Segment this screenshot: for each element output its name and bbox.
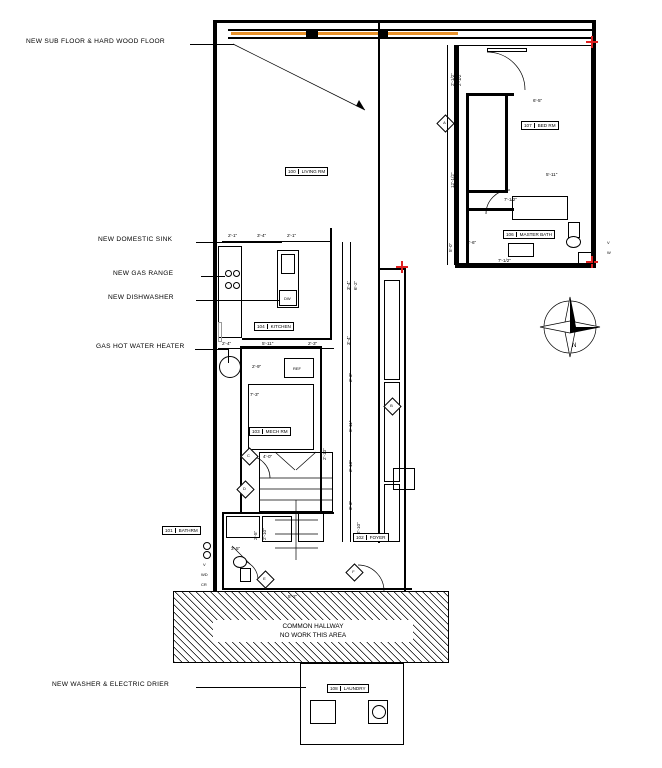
bath-toilet <box>240 568 251 582</box>
dim-mech-5: 4'-0" <box>263 454 273 459</box>
room-tag-kitchen <box>254 322 294 331</box>
room-tag-masterbath <box>503 230 555 239</box>
dim-stair-1: 5'-2" <box>288 594 298 599</box>
riser-label-w: W <box>607 250 611 255</box>
kitchen-counter-accent <box>218 322 222 342</box>
stack-label-v: V <box>203 562 206 567</box>
common-hallway-line1: COMMON HALLWAY <box>282 623 344 630</box>
stack-label-cr: CR <box>201 582 207 587</box>
dim-kitchen-5: 5'-11" <box>262 341 274 346</box>
stack-circle-1 <box>203 542 211 550</box>
stack-label-wd: WD <box>201 572 208 577</box>
dim-mech-4: 6'-11" <box>348 420 353 432</box>
leader-gas-hot-water-heater-2 <box>228 349 229 363</box>
detail-mark-c-text: C <box>247 453 250 458</box>
room-tag-laundry <box>327 684 369 693</box>
room-tag-foyer <box>353 533 389 542</box>
dim-line-kitchen-bottom <box>218 348 334 349</box>
detail-mark-d-text: D <box>243 486 246 491</box>
dim-kitchen-6: 2'-3" <box>308 341 318 346</box>
common-hallway-line2: NO WORK THIS AREA <box>279 632 347 639</box>
dishwasher-label: DW <box>284 296 291 301</box>
annotation-gas-hot-water-heater: GAS HOT WATER HEATER <box>96 343 185 350</box>
leader-new-washer-dryer <box>196 687 306 688</box>
dim-bed-4: 12'-1/2" <box>450 172 455 188</box>
detail-mark-f-text: F <box>352 569 355 574</box>
dim-mech-3: 2'-3" <box>348 372 353 382</box>
bath-wall-left <box>222 512 224 590</box>
room-number: 107 <box>524 123 535 128</box>
bath-lav <box>233 556 247 568</box>
room-number: 104 <box>257 324 268 329</box>
stack-circle-2 <box>203 551 211 559</box>
riser-label-v: V <box>607 240 610 245</box>
leader-new-gas-range <box>201 276 225 277</box>
washer-unit <box>310 700 336 724</box>
kitchen-wall-bottom <box>242 338 332 340</box>
annotation-new-dishwasher: NEW DISHWASHER <box>108 294 174 301</box>
annotation-new-washer-dryer: NEW WASHER & ELECTRIC DRIER <box>52 681 170 688</box>
dim-line-vert-right2 <box>350 242 351 542</box>
detail-mark-b-text: B <box>390 403 393 408</box>
room-number: 108 <box>330 686 341 691</box>
compass-north-label: N <box>572 342 577 349</box>
room-number: 101 <box>165 528 176 533</box>
compass-rose <box>538 295 608 365</box>
dim-mech-9: 2'-10" <box>322 448 327 460</box>
room-tag-bedrm <box>521 121 559 130</box>
room-number: 102 <box>356 535 367 540</box>
dim-line-vert-right <box>342 242 343 542</box>
dim-bed-2: 2'-1/2" <box>457 73 462 86</box>
room-number: 106 <box>506 232 517 237</box>
dim-bath-1: 3'-5" <box>231 546 241 551</box>
dim-line-vert-bed <box>447 45 448 265</box>
detail-mark-a-text: A <box>443 120 446 125</box>
dim-mech-8: 2'-10" <box>356 522 361 534</box>
room-tag-bathrm <box>162 526 201 535</box>
dim-bath-3: 2'-5" <box>253 530 258 540</box>
leader-new-domestic-sink <box>196 242 282 243</box>
refrigerator-label: REF <box>293 366 301 371</box>
dim-kitchen-8: 6'-2" <box>353 280 358 290</box>
leader-gas-hot-water-heater <box>195 349 229 350</box>
kitchen-wall-right <box>330 228 332 340</box>
room-name: BATHRM <box>178 528 198 533</box>
dim-bed-8: 5'-0" <box>448 242 453 252</box>
dim-bed-7: 2'-6" <box>467 240 477 245</box>
room-number: 100 <box>288 169 299 174</box>
dim-mech-1: 2'-9" <box>252 364 262 369</box>
dim-mech-2: 7'-3" <box>250 392 260 397</box>
dryer-drum-icon <box>372 705 386 719</box>
room-name: LIVING RM <box>301 169 326 174</box>
hot-water-heater <box>219 356 241 378</box>
control-point-tr-v <box>591 36 593 48</box>
room-name: MASTER BATH <box>519 232 553 237</box>
control-point-mid-v <box>401 261 403 273</box>
dim-kitchen-9: 3'-4" <box>346 280 351 290</box>
closet-unit <box>298 512 324 542</box>
dim-kitchen-7: 3'-4" <box>346 335 351 345</box>
annotation-new-sub-floor: NEW SUB FLOOR & HARD WOOD FLOOR <box>26 38 165 45</box>
dim-kitchen-1: 2'-1" <box>228 233 238 238</box>
dim-bed-9: 7'-1/2" <box>498 258 511 263</box>
room-name: MECH RM <box>265 429 288 434</box>
leader-new-dishwasher <box>196 300 280 301</box>
room-name: LAUNDRY <box>343 686 366 691</box>
room-name: BED RM <box>537 123 556 128</box>
dim-mech-6: 2'-10" <box>348 460 353 472</box>
dim-bed-3: 6'-5" <box>533 98 543 103</box>
leader-new-sub-floor <box>190 44 234 45</box>
common-hallway-label <box>213 620 413 642</box>
room-tag-mech <box>249 427 291 436</box>
room-name: FOYER <box>369 535 386 540</box>
riser-box <box>578 252 594 264</box>
room-number: 103 <box>252 429 263 434</box>
room-tag-living <box>285 167 328 176</box>
detail-mark-e-text: E <box>263 576 266 581</box>
dim-bed-5: 5'-11" <box>546 172 558 177</box>
dim-bed-6: 7'-1/2" <box>504 197 517 202</box>
annotation-new-domestic-sink: NEW DOMESTIC SINK <box>98 236 173 243</box>
dim-bed-1: 2'-1/2" <box>450 73 455 86</box>
dim-kitchen-3: 2'-1" <box>287 233 297 238</box>
kitchen-sink-basin <box>281 254 295 274</box>
dim-bath-2: 2'-10" <box>262 528 267 540</box>
dim-kitchen-4: 2'-4" <box>222 341 232 346</box>
stair-enclosure <box>259 452 333 512</box>
bath-wall-bottom <box>222 588 412 590</box>
dim-mech-7: 3'-3" <box>348 500 353 510</box>
annotation-new-gas-range: NEW GAS RANGE <box>113 270 174 277</box>
dim-kitchen-2: 3'-4" <box>257 233 267 238</box>
dim-line-vert-bed2 <box>454 45 455 265</box>
room-name: KITCHEN <box>270 324 291 329</box>
